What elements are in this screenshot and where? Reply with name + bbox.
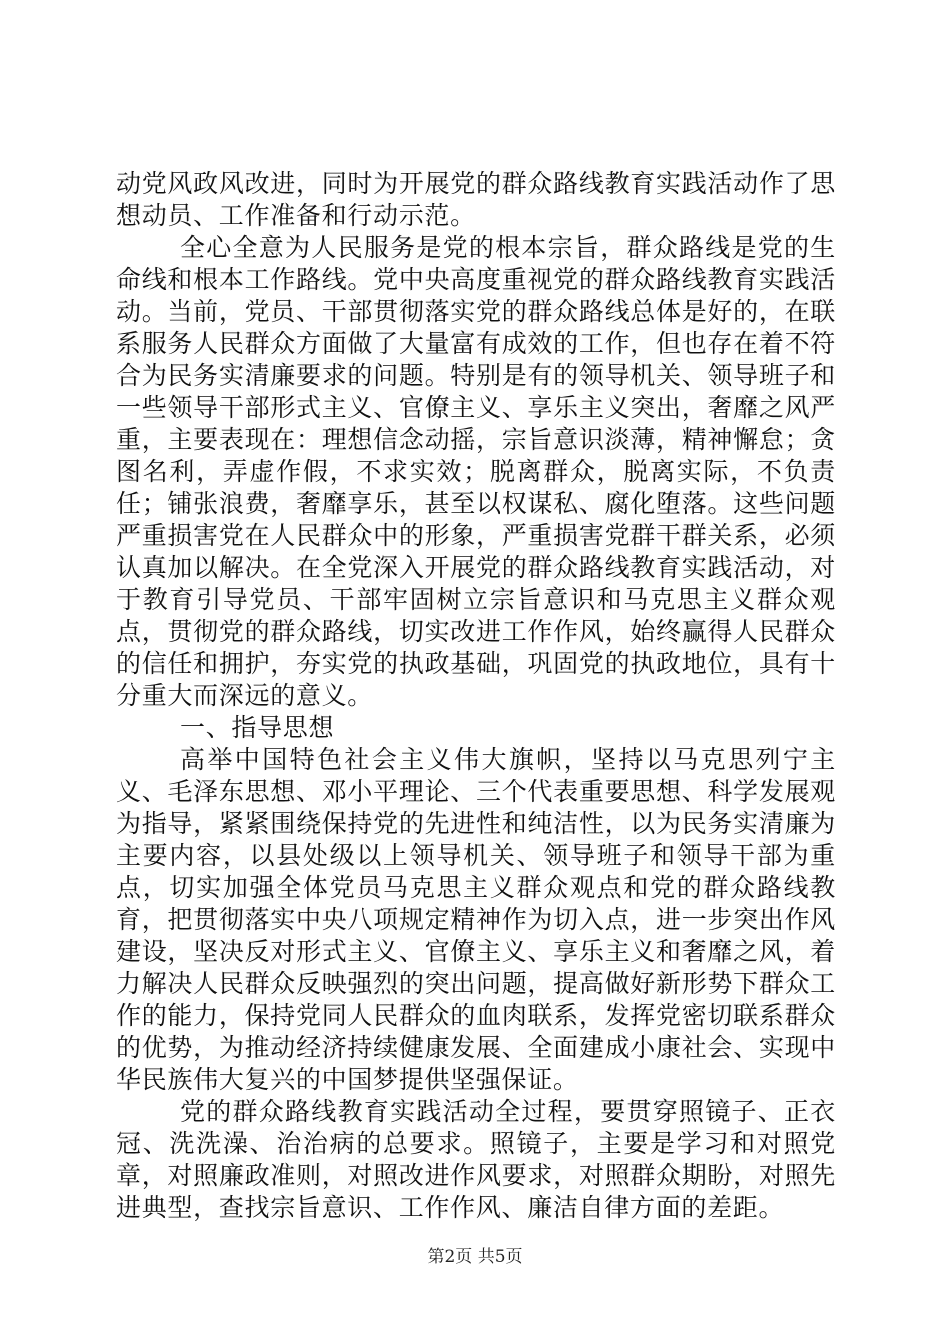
- paragraph-background: 全心全意为人民服务是党的根本宗旨，群众路线是党的生命线和根本工作路线。党中央高度重视党的群众路线教育实践活动。当前，党员、干部贯彻落实党的群众路线总体是好的，在联系服务人民群众方面做了大量富有成效的工作，但也存在着不符合为民务实清廉要求的问题。特别是有的领导机关、领导班子和一些领导干部形式主义、官僚主义、享乐主义突出，奢靡之风严重，主要表现在：理想信念动摇，宗旨意识淡薄，精神懈怠；贪图名利，弄虚作假，不求实效；脱离群众，脱离实际，不负责任；铺张浪费，奢靡享乐，甚至以权谋私、腐化堕落。这些问题严重损害党在人民群众中的形象，严重损害党群干群关系，必须认真加以解决。在全党深入开展党的群众路线教育实践活动，对于教育引导党员、干部牢固树立宗旨意识和马克思主义群众观点，贯彻党的群众路线，切实改进工作作风，始终赢得人民群众的信任和拥护，夯实党的执政基础，巩固党的执政地位，具有十分重大而深远的意义。: [116, 233, 836, 710]
- paragraph-guiding-thought: 高举中国特色社会主义伟大旗帜，坚持以马克思列宁主义、毛泽东思想、邓小平理论、三个代表重要思想、科学发展观为指导，紧紧围绕保持党的先进性和纯洁性，以为民务实清廉为主要内容，以县处级以上领导机关、领导班子和领导干部为重点，切实加强全体党员马克思主义群众观点和党的群众路线教育，把贯彻落实中央八项规定精神作为切入点，进一步突出作风建设，坚决反对形式主义、官僚主义、享乐主义和奢靡之风，着力解决人民群众反映强烈的突出问题，提高做好新形势下群众工作的能力，保持党同人民群众的血肉联系，发挥党密切联系群众的优势，为推动经济持续健康发展、全面建成小康社会、实现中华民族伟大复兴的中国梦提供坚强保证。: [116, 745, 836, 1094]
- paragraph-continuation: 动党风政风改进，同时为开展党的群众路线教育实践活动作了思想动员、工作准备和行动示范。: [116, 169, 836, 230]
- paragraph-general-requirements: 党的群众路线教育实践活动全过程，要贯穿照镜子、正衣冠、洗洗澡、治治病的总要求。照镜子，主要是学习和对照党章，对照廉政准则，对照改进作风要求，对照群众期盼，对照先进典型，查找宗旨意识、工作作风、廉洁自律方面的差距。: [116, 1097, 836, 1222]
- page-number-footer: 第2页 共5页: [427, 1247, 523, 1267]
- document-body: [116, 168, 836, 1224]
- section-heading-guiding-thought: 一、指导思想: [180, 713, 335, 742]
